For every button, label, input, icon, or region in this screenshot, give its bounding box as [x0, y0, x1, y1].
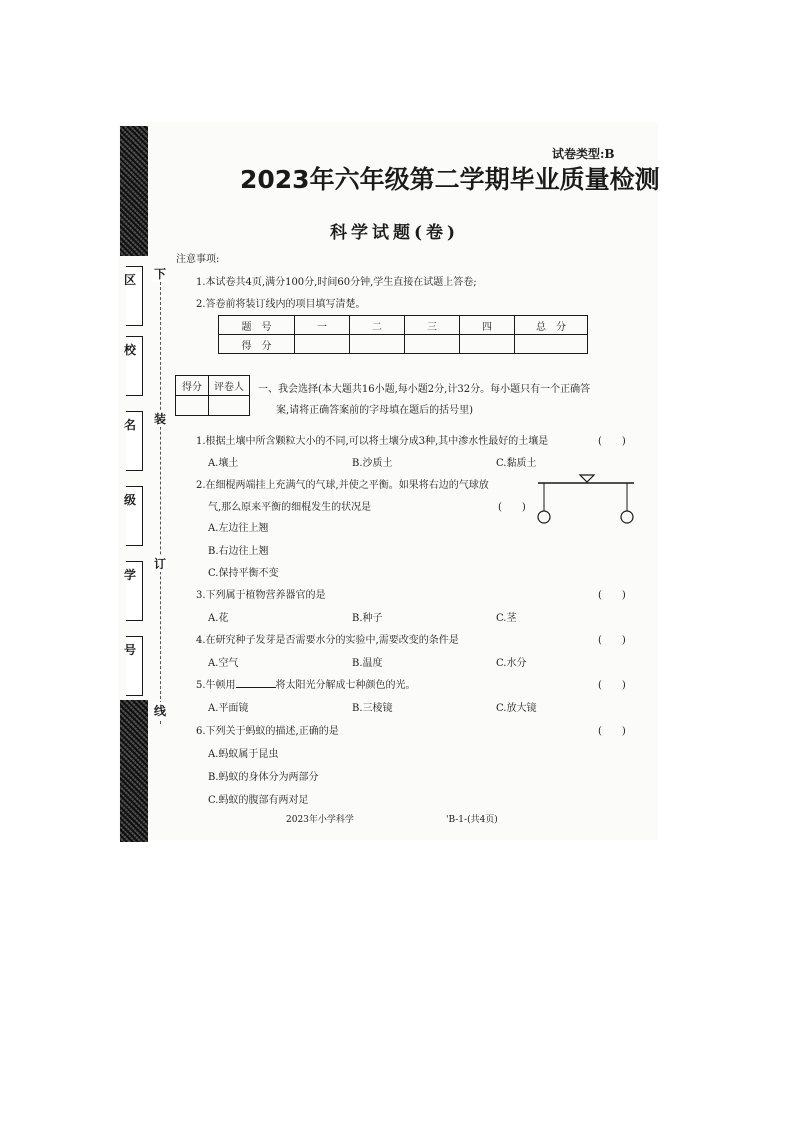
option: A.花	[208, 613, 229, 624]
notes-item: 2.答卷前将装订线内的项目填写清楚。	[196, 299, 366, 310]
notes-item: 1.本试卷共4页,满分100分,时间60分钟,学生直接在试题上答卷;	[196, 277, 477, 288]
binding-box	[126, 336, 143, 396]
section-heading: 案,请将正确答案前的字母填在题后的括号里)	[276, 405, 474, 416]
answer-paren[interactable]: ( )	[598, 726, 626, 737]
option: A.空气	[208, 658, 239, 669]
option: B.蚂蚁的身体分为两部分	[208, 772, 319, 783]
option: B.温度	[352, 658, 383, 669]
option: B.右边往上翘	[208, 546, 269, 557]
score-cell-empty[interactable]	[515, 335, 588, 354]
score-cell-empty[interactable]	[350, 335, 405, 354]
question-stem: 2.在细棍两端挂上充满气的气球,并使之平衡。如果将右边的气球放	[196, 480, 489, 491]
binding-char: 订	[153, 557, 166, 571]
binding-box	[126, 636, 143, 696]
score-cell-header: 二	[350, 316, 405, 335]
binding-box	[126, 486, 143, 546]
exam-title: 2023年六年级第二学期毕业质量检测	[240, 165, 660, 194]
score-cell-label: 得 分	[219, 335, 295, 354]
binding-box	[126, 411, 143, 471]
binding-strip	[120, 126, 150, 842]
option: C.水分	[496, 658, 527, 669]
question-stem: 6.下列关于蚂蚁的描述,正确的是	[196, 726, 339, 737]
score-cell-header: 一	[295, 316, 350, 335]
binding-box-char: 级	[124, 493, 137, 507]
binding-box-char: 学	[124, 568, 137, 582]
scan-noise-top	[120, 126, 148, 256]
option: B.种子	[352, 613, 383, 624]
binding-box	[126, 266, 143, 326]
binding-box-char: 校	[124, 343, 137, 357]
score-table-score-row	[219, 335, 588, 354]
score-cell-header: 总 分	[515, 316, 588, 335]
option: A.壤土	[208, 458, 239, 469]
exam-subtitle: 科学试题(卷)	[330, 223, 460, 243]
balloon-right	[621, 511, 633, 523]
grader-cell-empty[interactable]	[209, 396, 250, 416]
option: C.蚂蚁的腹部有两对足	[208, 795, 309, 806]
option: C.放大镜	[496, 703, 537, 714]
option: A.平面镜	[208, 703, 249, 714]
score-cell-empty[interactable]	[405, 335, 460, 354]
option: B.三棱镜	[352, 703, 393, 714]
section-heading: 一、我会选择(本大题共16小题,每小题2分,计32分。每小题只有一个正确答	[258, 384, 591, 395]
binding-char: 装	[153, 412, 166, 426]
notes-heading: 注意事项:	[176, 254, 220, 265]
grader-header-grader: 评卷人	[209, 376, 250, 396]
score-cell-header: 四	[460, 316, 515, 335]
binding-box-char: 区	[124, 273, 137, 287]
footer-left: 2023年小学科学	[286, 815, 354, 825]
balance-diagram	[534, 473, 638, 529]
option: B.沙质土	[352, 458, 393, 469]
option: C.保持平衡不变	[208, 568, 279, 579]
question-stem: 1.根据土壤中所含颗粒大小的不同,可以将土壤分成3种,其中渗水性最好的土壤是	[196, 436, 549, 447]
score-cell-empty[interactable]	[295, 335, 350, 354]
score-cell-label: 题 号	[219, 316, 295, 335]
question-stem-before: 5.牛顿用	[196, 680, 236, 691]
grader-header-score: 得分	[176, 376, 209, 396]
score-cell-header: 三	[405, 316, 460, 335]
grader-cell-empty[interactable]	[176, 396, 209, 416]
pivot-triangle	[580, 475, 594, 482]
score-table-header-row	[219, 316, 588, 335]
binding-box-char: 号	[124, 643, 137, 657]
binding-char: 线	[153, 704, 166, 718]
question-stem: 4.在研究种子发芽是否需要水分的实验中,需要改变的条件是	[196, 635, 459, 646]
answer-paren[interactable]: ( )	[598, 635, 626, 646]
paper-type-label: 试卷类型:B	[552, 147, 615, 161]
footer-page: 'B-1-(共4页)	[446, 815, 498, 825]
question-stem: 3.下列属于植物营养器官的是	[196, 590, 326, 601]
score-table	[218, 315, 588, 354]
binding-dashed-line	[160, 282, 161, 724]
binding-box-char: 名	[124, 418, 137, 432]
option: A.左边往上翘	[208, 523, 269, 534]
answer-paren[interactable]: ( )	[598, 590, 626, 601]
score-cell-empty[interactable]	[460, 335, 515, 354]
answer-paren[interactable]: ( )	[598, 436, 626, 447]
option: C.黏质土	[496, 458, 537, 469]
binding-char: 下	[153, 267, 166, 281]
option: C.茎	[496, 613, 517, 624]
binding-box	[126, 561, 143, 621]
fill-blank[interactable]	[236, 678, 276, 688]
question-stem: 气,那么原来平衡的细棍发生的状况是	[208, 502, 372, 513]
question-stem	[196, 676, 416, 691]
option: A.蚂蚁属于昆虫	[208, 749, 279, 760]
answer-paren[interactable]: ( )	[498, 502, 526, 513]
grader-table	[175, 375, 250, 416]
scan-noise-bottom	[120, 700, 148, 842]
balloon-left	[538, 511, 550, 523]
question-stem-after: 将太阳光分解成七种颜色的光。	[275, 680, 416, 691]
answer-paren[interactable]: ( )	[598, 680, 626, 691]
